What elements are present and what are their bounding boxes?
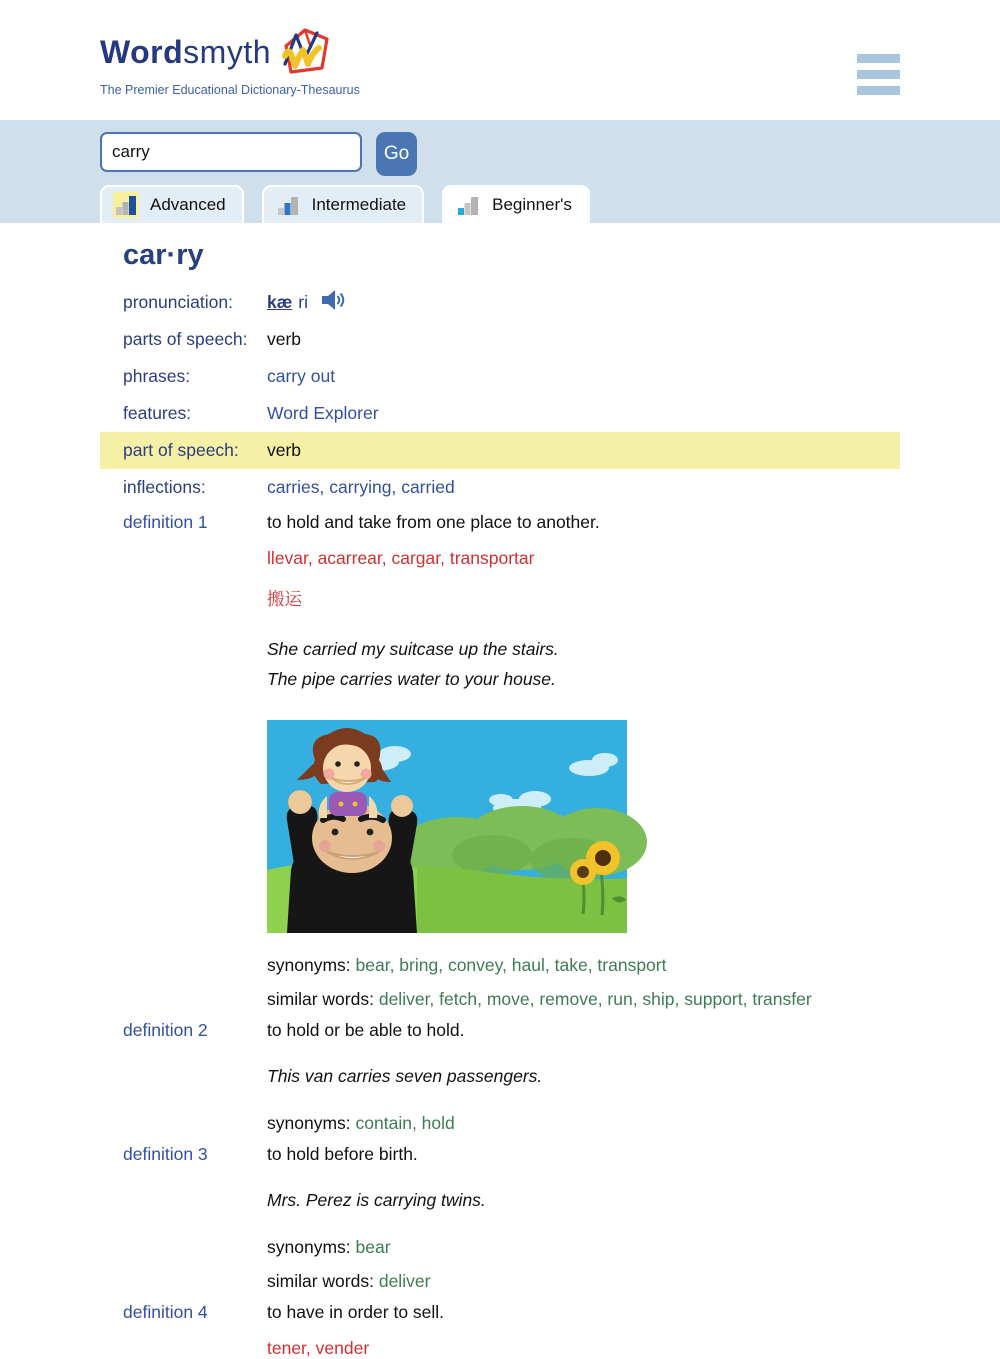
synonyms-line: [267, 955, 900, 976]
definition-body: [267, 1020, 900, 1134]
speaker-icon[interactable]: [321, 289, 347, 311]
logo-text-word: Word: [100, 34, 184, 70]
hamburger-bar: [857, 70, 900, 79]
tab-label: Beginner's: [492, 195, 572, 214]
headword: car·ry: [123, 239, 204, 271]
pronunciation-label: pronunciation:: [123, 292, 233, 312]
hamburger-bar: [857, 54, 900, 63]
similar-words-line: [267, 989, 900, 1010]
definition-4: [100, 1302, 900, 1359]
definition-text: to have in order to sell.: [267, 1302, 445, 1322]
phrases-row: [100, 358, 900, 395]
definition-label: definition 1: [123, 512, 208, 532]
translation-spanish: tener, vender: [267, 1338, 370, 1358]
definition-3: [100, 1144, 900, 1292]
definition-text: to hold or be able to hold.: [267, 1020, 465, 1040]
intermediate-level-icon: [275, 192, 301, 218]
pronunciation-row: [100, 278, 900, 321]
pronunciation-value: [267, 286, 347, 313]
similar-words-line: [267, 1271, 900, 1292]
synonyms-line: [267, 1237, 900, 1258]
illustration-image: [267, 720, 627, 933]
search-band: [0, 120, 1000, 223]
row-label: inflections:: [123, 477, 206, 497]
definition-body: [267, 512, 900, 1010]
row-label: part of speech:: [123, 440, 239, 460]
example-sentence: She carried my suitcase up the stairs.: [267, 639, 559, 659]
inflections-links[interactable]: carries, carrying, carried: [267, 477, 455, 497]
search-input[interactable]: [100, 132, 362, 172]
synonyms-line: [267, 1113, 900, 1134]
phrase-link[interactable]: carry out: [267, 366, 336, 386]
parts-of-speech-row: [100, 321, 900, 358]
synonyms-label: synonyms:: [267, 1113, 351, 1133]
translation-spanish: llevar, acarrear, cargar, transportar: [267, 548, 535, 568]
synonym-links[interactable]: bear, bring, convey, haul, take, transport: [355, 955, 667, 975]
definition-body: [267, 1144, 900, 1292]
synonym-links[interactable]: bear: [355, 1237, 391, 1257]
row-label: phrases:: [123, 366, 191, 386]
synonyms-label: synonyms:: [267, 955, 351, 975]
wordsmyth-w-logo-icon: [275, 26, 331, 78]
beginner-level-icon: [455, 192, 481, 218]
entry-content: [100, 223, 900, 1359]
menu-hamburger-icon[interactable]: [857, 54, 900, 95]
header: [0, 0, 1000, 120]
example-sentence: The pipe carries water to your house.: [267, 669, 556, 689]
pronunciation-rest: ri: [298, 292, 309, 312]
definition-label: definition 4: [123, 1302, 208, 1322]
part-of-speech-row-highlighted: [100, 432, 900, 469]
synonyms-label: synonyms:: [267, 1237, 351, 1257]
level-tabs: [100, 185, 590, 223]
features-row: [100, 395, 900, 432]
definition-label: definition 3: [123, 1144, 208, 1164]
advanced-level-icon: [113, 192, 139, 218]
definition-body: [267, 1302, 900, 1359]
translation-chinese: 搬运: [267, 589, 302, 609]
example-sentences: [267, 634, 900, 694]
pronunciation-stressed[interactable]: kæ: [267, 292, 293, 312]
definition-text: to hold and take from one place to another.: [267, 512, 600, 532]
definition-2: [100, 1020, 900, 1134]
logo-tagline: The Premier Educational Dictionary-Thesaurus: [100, 83, 360, 97]
similar-words-label: similar words:: [267, 1271, 374, 1291]
row-label: parts of speech:: [123, 329, 248, 349]
synonym-links[interactable]: contain, hold: [355, 1113, 455, 1133]
definition-1: [100, 512, 900, 1010]
definition-label: definition 2: [123, 1020, 208, 1040]
tab-label: Intermediate: [311, 195, 407, 214]
row-value: verb: [267, 440, 302, 460]
example-sentence: Mrs. Perez is carrying twins.: [267, 1190, 486, 1210]
example-sentence: This van carries seven passengers.: [267, 1066, 543, 1086]
logo-text-smyth: smyth: [183, 34, 272, 70]
tab-advanced[interactable]: [100, 185, 244, 223]
definition-text: to hold before birth.: [267, 1144, 418, 1164]
similar-word-links[interactable]: deliver, fetch, move, remove, run, ship, support, transfer: [378, 989, 812, 1009]
tab-intermediate[interactable]: [262, 185, 425, 223]
go-button[interactable]: Go: [376, 132, 417, 176]
tab-label: Advanced: [150, 195, 226, 214]
word-explorer-link[interactable]: Word Explorer: [267, 403, 379, 423]
tab-beginners[interactable]: [442, 185, 590, 223]
inflections-row: [100, 469, 900, 506]
similar-words-label: similar words:: [267, 989, 374, 1009]
row-label: features:: [123, 403, 192, 423]
wordsmyth-logo[interactable]: [100, 34, 360, 97]
hamburger-bar: [857, 86, 900, 95]
similar-word-links[interactable]: deliver: [378, 1271, 431, 1291]
row-value: verb: [267, 329, 302, 349]
